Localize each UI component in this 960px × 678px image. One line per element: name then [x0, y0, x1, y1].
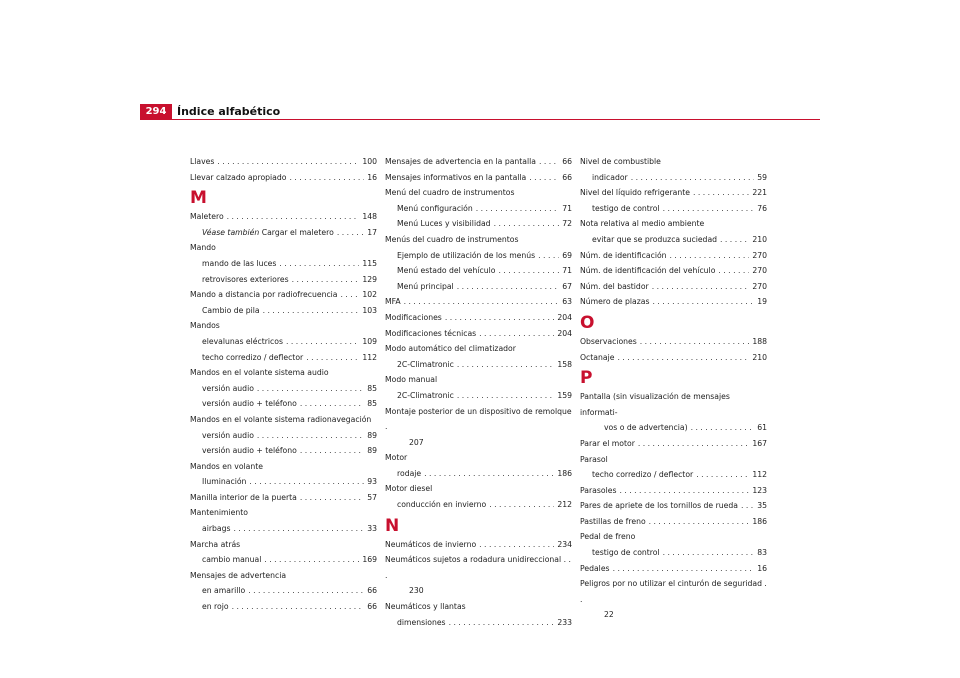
index-heading: Nivel de combustible: [580, 157, 661, 166]
index-heading: Marcha atrás: [190, 539, 241, 549]
index-entry: MFA . . . 63: [385, 294, 572, 310]
index-heading: Menú del cuadro de instrumentos: [385, 188, 515, 198]
index-entry-page: 230: [409, 586, 424, 596]
index-subentry: mando de las luces . . . 115: [190, 256, 377, 272]
index-subentry: evitar que se produzca suciedad . . . 210: [580, 232, 767, 248]
index-entry: Pedales . . . 16: [580, 561, 767, 577]
index-entry: Neumáticos sujetos a rodadura unidireccional . . .: [385, 555, 571, 580]
index-subentry: versión audio + teléfono . . . 89: [190, 443, 377, 459]
index-heading: Mandos en el volante sistema radionavegación: [190, 414, 372, 424]
index-heading: Nota relativa al medio ambiente: [580, 219, 705, 229]
index-subentry: 2C-Climatronic . . . 158: [385, 357, 572, 373]
index-entry: Octanaje . . . 210: [580, 350, 767, 366]
index-entry: Peligros por no utilizar el cinturón de seguridad . .: [580, 579, 767, 604]
index-subentry: conducción en invierno . . . 212: [385, 497, 572, 513]
index-entry: Observaciones . . . 188: [580, 334, 767, 350]
index-heading: Mensajes de advertencia: [190, 570, 287, 580]
section-letter-m: M: [190, 188, 207, 209]
index-subentry: techo corredizo / deflector . . . 112: [190, 350, 377, 366]
index-entry: Llaves . . . 100: [190, 154, 377, 170]
index-subentry: Ejemplo de utilización de los menús . . . 69: [385, 248, 572, 264]
index-subentry: cambio manual . . . 169: [190, 552, 377, 568]
index-entry: Mando a distancia por radiofrecuencia . . . 102: [190, 287, 377, 303]
index-entry: Maletero . . . 148: [190, 209, 377, 225]
index-heading: Mantenimiento: [190, 508, 248, 518]
index-subentry: indicador . . . 59: [580, 170, 767, 186]
index-entry: Pastillas de freno . . . 186: [580, 514, 767, 530]
index-entry: Modificaciones . . . 204: [385, 310, 572, 326]
index-entry-page: 22: [604, 610, 614, 620]
index-subentry: elevalunas eléctricos . . . 109: [190, 334, 377, 350]
index-subentry: Iluminación . . . 93: [190, 474, 377, 490]
header-divider: [140, 119, 820, 120]
index-heading: Mandos: [190, 321, 220, 331]
index-subentry: en amarillo . . . 66: [190, 583, 377, 599]
index-heading: Menús del cuadro de instrumentos: [385, 234, 519, 244]
index-entry: Núm. del bastidor . . . 270: [580, 279, 767, 295]
index-subentry: Cambio de pila . . . 103: [190, 303, 377, 319]
index-heading: Motor diesel: [385, 484, 433, 494]
index-subentry: dimensiones . . . 233: [385, 615, 572, 631]
index-subentry: testigo de control . . . 83: [580, 545, 767, 561]
index-entry: Mensajes de advertencia en la pantalla . . . 66: [385, 154, 572, 170]
index-entry: Manilla interior de la puerta . . . 57: [190, 490, 377, 506]
index-heading: Mandos en volante: [190, 461, 264, 471]
index-subentry: en rojo . . . 66: [190, 599, 377, 615]
index-column-2: [385, 154, 572, 630]
index-entry: Llevar calzado apropiado . . . 16: [190, 170, 377, 186]
index-entry: Núm. de identificación del vehículo . . . 270: [580, 263, 767, 279]
index-subentry: rodaje . . . 186: [385, 466, 572, 482]
index-entry-page: 207: [409, 437, 424, 447]
index-entry: Neumáticos de invierno . . . 234: [385, 537, 572, 553]
index-entry: Montaje posterior de un dispositivo de remolque .: [385, 406, 572, 432]
index-column-3: [580, 154, 767, 623]
index-subentry: Véase también Cargar el maletero . . . 17: [190, 225, 377, 241]
index-subentry: Menú configuración . . . 71: [385, 201, 572, 217]
index-heading: Motor: [385, 453, 408, 463]
index-heading: Pedal de freno: [580, 532, 636, 542]
index-entry: Parasoles . . . 123: [580, 483, 767, 499]
index-entry: Nivel del líquido refrigerante . . . 221: [580, 185, 767, 201]
index-heading: Parasol: [580, 454, 608, 464]
index-column-1: [190, 154, 377, 615]
page-number-badge: 294: [140, 104, 172, 119]
index-subentry: versión audio . . . 89: [190, 428, 377, 444]
index-entry: Mensajes informativos en la pantalla . . . 66: [385, 170, 572, 186]
index-subentry: airbags . . . 33: [190, 521, 377, 537]
index-entry: Número de plazas . . . 19: [580, 294, 767, 310]
index-subentry: Menú Luces y visibilidad . . . 72: [385, 216, 572, 232]
index-heading: Mandos en el volante sistema audio: [190, 368, 329, 378]
index-subentry: 2C-Climatronic . . . 159: [385, 388, 572, 404]
index-entry: Parar el motor . . . 167: [580, 436, 767, 452]
section-letter-p: P: [580, 368, 593, 389]
index-heading: Modo automático del climatizador: [385, 344, 516, 354]
index-subentry: techo corredizo / deflector . . . 112: [580, 467, 767, 483]
index-subentry: testigo de control . . . 76: [580, 201, 767, 217]
index-entry: Pares de apriete de los tornillos de rueda . . . 35: [580, 498, 767, 514]
section-letter-n: N: [385, 515, 400, 536]
index-entry-continued: vos o de advertencia) . . . 61: [580, 420, 767, 436]
index-heading: Neumáticos y llantas: [385, 602, 466, 612]
section-letter-o: O: [580, 312, 595, 333]
index-subentry: versión audio + teléfono . . . 85: [190, 396, 377, 412]
index-subentry: Menú estado del vehículo . . . 71: [385, 263, 572, 279]
index-entry: Modificaciones técnicas . . . 204: [385, 326, 572, 342]
index-heading: Mando: [190, 243, 216, 253]
index-heading: Modo manual: [385, 375, 438, 385]
index-entry: Núm. de identificación . . . 270: [580, 248, 767, 264]
index-entry: Pantalla (sin visualización de mensajes informati-: [580, 392, 730, 417]
index-subentry: retrovisores exteriores . . . 129: [190, 272, 377, 288]
index-subentry: versión audio . . . 85: [190, 381, 377, 397]
index-subentry: Menú principal . . . 67: [385, 279, 572, 295]
page-title: Índice alfabético: [177, 105, 281, 118]
